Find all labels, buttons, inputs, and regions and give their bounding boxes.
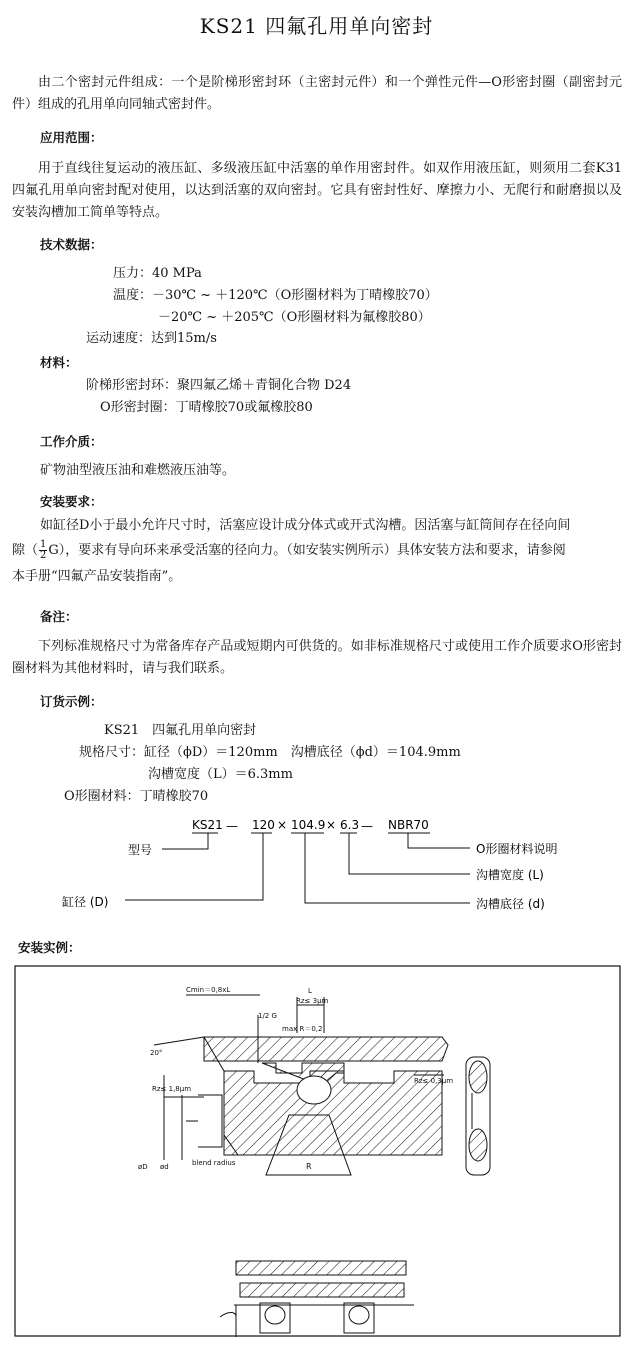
code-x1: × bbox=[277, 818, 288, 832]
code-dash2: — bbox=[361, 819, 373, 833]
label-groove: 沟槽底径 (d) bbox=[476, 897, 545, 911]
material-line1: 阶梯形密封环：聚四氟乙烯＋青铜化合物 D24 bbox=[86, 378, 352, 393]
tech-pressure: 压力：40 MPa bbox=[113, 266, 202, 281]
label-material: O形圈材料说明 bbox=[476, 842, 558, 856]
label-phiD: øD bbox=[138, 1163, 148, 1171]
code-material: NBR70 bbox=[388, 818, 429, 832]
seal-side-view bbox=[466, 1057, 490, 1175]
order-line4: O形圈材料：丁晴橡胶70 bbox=[64, 789, 209, 804]
page-title: KS21 四氟孔用单向密封 bbox=[199, 14, 434, 38]
intro-paragraph: 由二个密封元件组成：一个是阶梯形密封环（主密封元件）和一个弹性元件—O形密封圈（副密封元件）组成的孔用单向同轴式密封件。 bbox=[12, 75, 622, 112]
code-groove: 104.9 bbox=[291, 818, 326, 832]
note-text: 下列标准规格尺寸为常备库存产品或短期内可供货的。如非标准规格尺寸或使用工作介质要求O形密封圈材料为其他材料时，请与我们联系。 bbox=[12, 639, 622, 676]
half-fraction: $\frac{1}{2}$ bbox=[40, 539, 47, 561]
label-max-r: max R＝0,2 bbox=[282, 1025, 323, 1033]
tech-speed: 运动速度：达到15m/s bbox=[86, 331, 217, 346]
order-code-diagram bbox=[0, 810, 633, 920]
application-heading: 应用范围： bbox=[40, 130, 103, 145]
label-width: 沟槽宽度 (L) bbox=[476, 868, 544, 882]
label-rz18: Rz≤ 1,8μm bbox=[152, 1085, 192, 1093]
label-R: R bbox=[306, 1162, 312, 1171]
install-req-line2-post: G），要求有导向环来承受活塞的径向力。（如安装实例所示）具体安装方法和要求，请参阅 bbox=[48, 543, 566, 558]
label-phid: ød bbox=[160, 1163, 169, 1171]
install-req-line2-pre: 隙（ bbox=[12, 543, 39, 558]
groove-detail bbox=[154, 995, 448, 1175]
label-half-g: 1/2 G bbox=[258, 1012, 277, 1020]
install-req-line1: 如缸径D小于最小允许尺寸时，活塞应设计成分体式或开式沟槽。因活塞与缸筒间存在径向间 bbox=[40, 518, 571, 533]
install-req-line3: 本手册“四氟产品安装指南”。 bbox=[12, 569, 182, 584]
label-rz3: Rz≤ 3μm bbox=[296, 997, 329, 1005]
order-line2: 规格尺寸：缸径（ϕD）＝120mm 沟槽底径（ϕd）＝104.9mm bbox=[79, 745, 461, 760]
order-heading: 订货示例： bbox=[40, 694, 103, 709]
label-rz03: Rz≤ 0,3μm bbox=[414, 1077, 454, 1085]
label-L: L bbox=[308, 987, 312, 995]
medium-text: 矿物油型液压油和难燃液压油等。 bbox=[40, 463, 236, 478]
label-blend: blend radius bbox=[192, 1159, 236, 1167]
medium-heading: 工作介质： bbox=[40, 434, 103, 449]
label-cmin: Cmin＝0,8xL bbox=[186, 986, 231, 994]
code-dash1: — bbox=[226, 819, 238, 833]
tech-heading: 技术数据： bbox=[40, 237, 103, 252]
label-type: 型号 bbox=[128, 843, 153, 857]
install-example-heading: 安装实例： bbox=[18, 940, 81, 955]
installation-drawing bbox=[14, 965, 621, 1337]
label-20deg: 20° bbox=[150, 1049, 163, 1057]
tech-temp2: －20℃ ~ ＋205℃（O形圈材料为氟橡胶80） bbox=[158, 310, 431, 325]
code-bore: 120 bbox=[252, 818, 275, 832]
install-req-line2 bbox=[12, 540, 566, 562]
code-x2: × bbox=[326, 818, 337, 832]
order-line1: KS21 四氟孔用单向密封 bbox=[104, 723, 257, 738]
code-width: 6.3 bbox=[340, 818, 360, 832]
material-heading: 材料： bbox=[40, 355, 78, 370]
application-text: 用于直线往复运动的液压缸、多级液压缸中活塞的单作用密封件。如双作用液压缸，则须用二套K31四氟孔用单向密封配对使用，以达到活塞的双向密封。它具有密封性好、摩擦力小、无爬行和耐磨损以及安装沟槽加工简单等特点。 bbox=[12, 161, 622, 220]
code-type: KS21 bbox=[192, 818, 223, 832]
assembly-drawing bbox=[220, 1261, 414, 1337]
label-bore: 缸径 (D) bbox=[62, 895, 109, 909]
material-line2: O形密封圈：丁晴橡胶70或氟橡胶80 bbox=[100, 400, 313, 415]
note-heading: 备注： bbox=[40, 609, 78, 624]
tech-temp1: 温度：－30℃ ~ ＋120℃（O形圈材料为丁晴橡胶70） bbox=[113, 288, 438, 303]
order-line3: 沟槽宽度（L）＝6.3mm bbox=[148, 767, 293, 782]
install-req-heading: 安装要求： bbox=[40, 494, 103, 509]
